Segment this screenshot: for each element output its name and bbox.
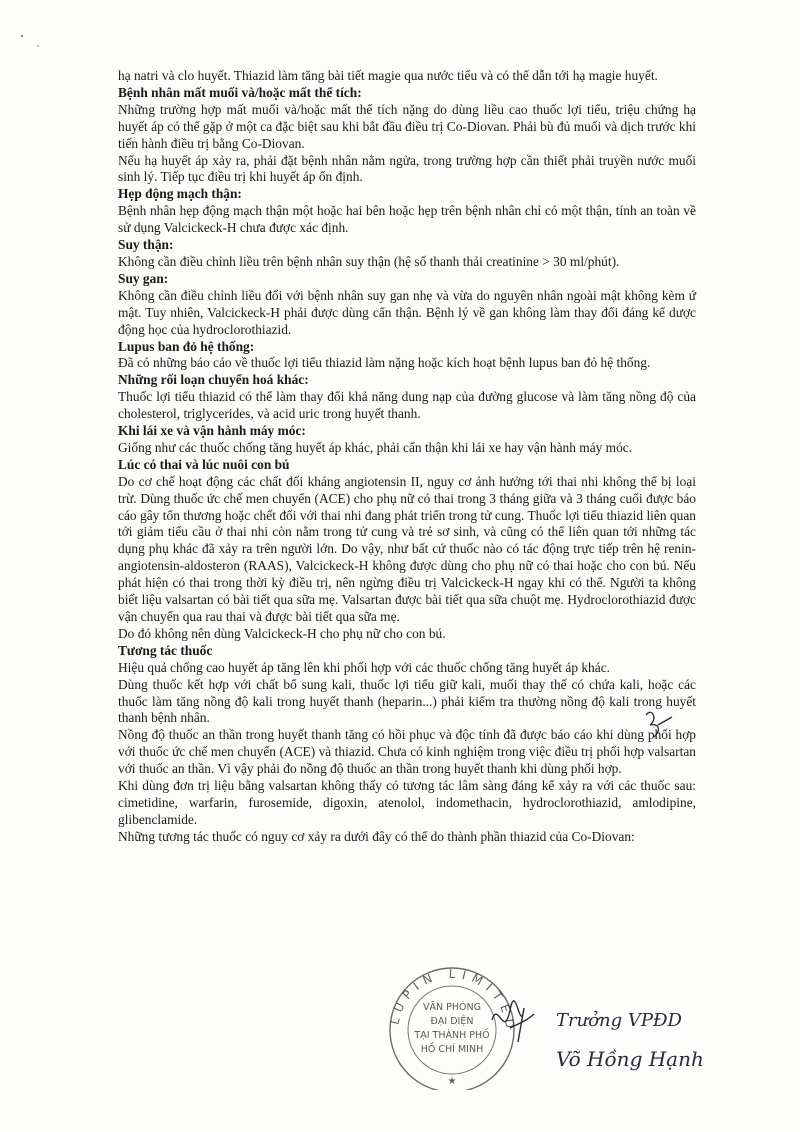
stamp-line-4: HỒ CHÍ MINH: [420, 1044, 484, 1055]
signer-name: Võ Hồng Hạnh: [556, 1047, 704, 1071]
initial-mark: [640, 705, 676, 744]
paragraph: Nồng độ thuốc an thần trong huyết thanh tăng có hồi phục và độc tính đã được báo cáo khi dùng phối hợp với thuốc ức chế men chuyển (ACE) và thiazid. Chưa có kinh nghiệm trong việc điều trị phối hợp valsartan với thuốc an thần. Vì vậy phải đo nồng độ thuốc an thần trong huyết thanh khi dùng phối hợp.: [118, 727, 696, 777]
section-heading: Lupus ban đỏ hệ thống:: [118, 338, 255, 354]
paragraph: Những tương tác thuốc có nguy cơ xảy ra dưới đây có thể do thành phần thiazid của Co-Diovan:: [118, 828, 635, 844]
paragraph: Khi dùng đơn trị liệu bằng valsartan không thấy có tương tác lâm sàng đáng kể xảy ra với các thuốc sau: cimetidine, warfarin, furosemide, digoxin, atenolol, indomethacin, hydroclorothiazid, amlodipine, glibenclamide.: [118, 778, 696, 827]
signer-title: Trưởng VPĐD: [556, 1010, 682, 1031]
paragraph: Không cần điều chỉnh liều đối với bệnh nhân suy gan nhẹ và vừa do nguyên nhân ngoài mật không kèm ứ mật. Tuy nhiên, Valcickeck-H phải được dùng cẩn thận. Bệnh lý về gan không làm thay đổi đáng kể dược động học của hydroclorothiazid.: [118, 287, 696, 337]
section-heading: Những rối loạn chuyển hoá khác:: [118, 372, 309, 388]
paragraph: Giống như các thuốc chống tăng huyết áp khác, phải cẩn thận khi lái xe hay vận hành máy móc.: [118, 439, 633, 455]
paragraph: Do đó không nên dùng Valcickeck-H cho phụ nữ cho con bú.: [118, 625, 446, 641]
stamp-line-1: VĂN PHÒNG: [423, 1002, 481, 1013]
stamp-line-3: TẠI THÀNH PHỐ: [414, 1030, 490, 1041]
paragraph: Thuốc lợi tiểu thiazid có thể làm thay đổi khả năng dung nạp của đường glucose và làm tăng nồng độ của cholesterol, triglycerides, và acid uric trong huyết thanh.: [118, 389, 696, 422]
paragraph: Hiệu quả chống cao huyết áp tăng lên khi phối hợp với các thuốc chống tăng huyết áp khác.: [118, 659, 610, 675]
paragraph: Không cần điều chỉnh liều trên bệnh nhân suy thận (hệ số thanh thải creatinine > 30 ml/phút).: [118, 253, 620, 269]
stamp-star-icon: ★: [447, 1076, 457, 1087]
paragraph: Những trường hợp mất muối và/hoặc mất thể tích nặng do dùng liều cao thuốc lợi tiểu, triệu chứng hạ huyết áp có thể gặp ở một ca đặc biệt sau khi bắt đầu điều trị Co-Diovan. Phải bù đủ muối và dịch trước khi tiến hành điều trị bằng Co-Diovan.: [118, 101, 696, 151]
section-heading: Bệnh nhân mất muối và/hoặc mất thể tích:: [118, 84, 362, 100]
section-heading: Hẹp động mạch thận:: [118, 186, 242, 202]
paragraph: Bệnh nhân hẹp động mạch thận một hoặc hai bên hoặc hẹp trên bệnh nhân chỉ có một thận, tính an toàn về sử dụng Valcickeck-H chưa được xác định.: [118, 203, 696, 236]
section-heading: Khi lái xe và vận hành máy móc:: [118, 423, 306, 439]
stamp-ring-text: LUPIN LIMITED: [387, 966, 518, 1035]
scan-mark: [18, 30, 44, 50]
paragraph: hạ natri và clo huyết. Thiazid làm tăng bài tiết magie qua nước tiểu và có thể dẫn tới hạ magie huyết.: [118, 68, 658, 83]
paragraph: Dùng thuốc kết hợp với chất bổ sung kali, thuốc lợi tiểu giữ kali, muối thay thế có chứa kali, hoặc các thuốc làm tăng nồng độ kali trong huyết thanh (heparin...) phải kiểm tra thường nồng độ kali trong huyết thanh bệnh nhân.: [118, 676, 696, 726]
document-body: [118, 68, 696, 846]
stamp-line-2: ĐẠI DIỆN: [430, 1016, 474, 1027]
paragraph: Do cơ chế hoạt động các chất đối kháng angiotensin II, nguy cơ ảnh hưởng tới thai nhi không thể bị loại trừ. Dùng thuốc ức chế men chuyển (ACE) cho phụ nữ có thai trong 3 tháng giữa và 3 tháng cuối được báo cáo gây tổn thương hoặc chết đối với thai nhi đang phát triển trong tử cung. Thuốc lợi tiểu thiazid liên quan tới giảm tiểu cầu ở thai nhi còn nằm trong tử cung và trẻ sơ sinh, và cũng có thể liên quan tới những tác dụng phụ khác đã xảy ra trên người lớn. Do vậy, như bất cứ thuốc nào có tác động trực tiếp trên hệ renin-angiotensin-aldosteron (RAAS), Valcickeck-H không được dùng cho phụ nữ có thai hoặc cho con bú. Nếu phát hiện có thai trong thời kỳ điều trị, nên ngừng điều trị Valcickeck-H ngay khi có thể. Người ta không biết liệu valsartan có bài tiết qua sữa mẹ. Valsartan được bài tiết qua sữa chuột mẹ. Hydroclorothiazid được vận chuyển qua rau thai và được bài tiết qua sữa mẹ.: [118, 473, 696, 624]
signature-scribble: [488, 990, 538, 1055]
section-heading: Lúc có thai và lúc nuôi con bú: [118, 456, 290, 472]
section-heading: Tương tác thuốc: [118, 642, 213, 658]
paragraph: Nếu hạ huyết áp xảy ra, phải đặt bệnh nhân nằm ngửa, trong trường hợp cần thiết phải truyền nước muối sinh lý. Tiếp tục điều trị khi huyết áp ổn định.: [118, 152, 696, 185]
paragraph: Đã có những báo cáo về thuốc lợi tiểu thiazid làm nặng hoặc kích hoạt bệnh lupus ban đỏ hệ thống.: [118, 355, 651, 371]
section-heading: Suy gan:: [118, 270, 169, 286]
section-heading: Suy thận:: [118, 237, 174, 253]
